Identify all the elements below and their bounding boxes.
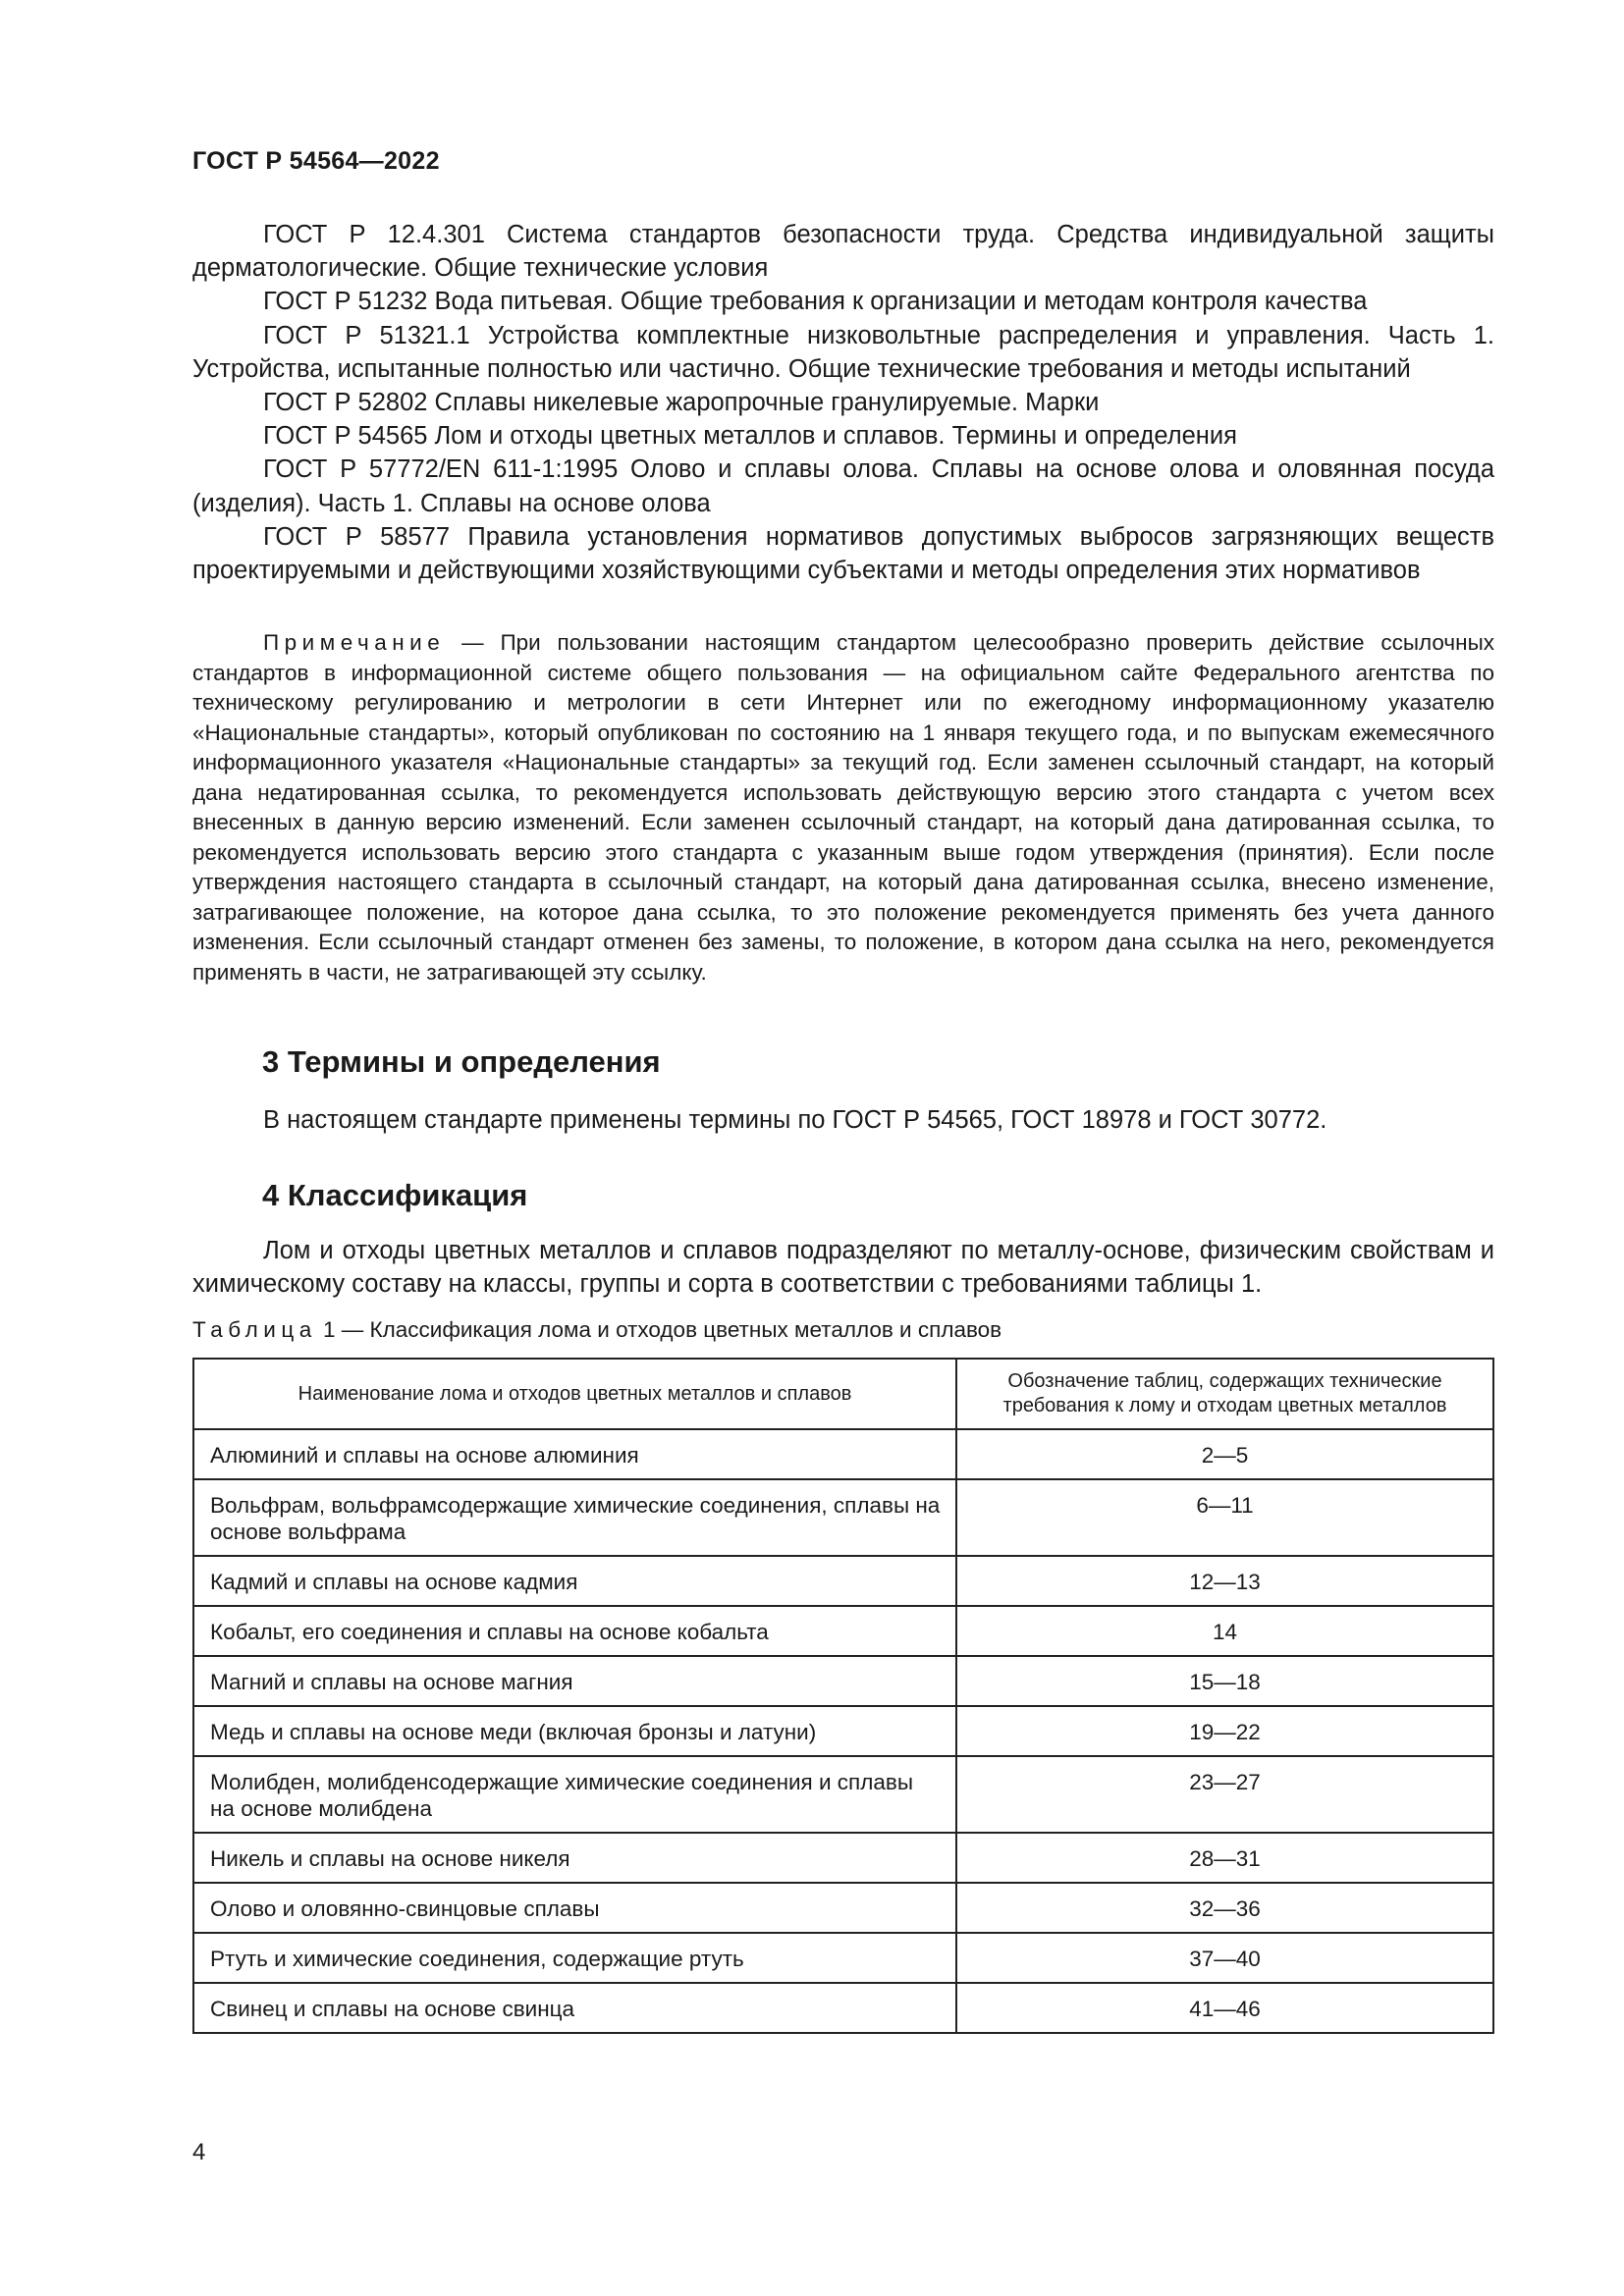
section-3-text: В настоящем стандарте применены термины по ГОСТ Р 54565, ГОСТ 18978 и ГОСТ 30772. bbox=[263, 1106, 1327, 1134]
reference-item: ГОСТ Р 54565 Лом и отходы цветных металлов и сплавов. Термины и определения bbox=[263, 422, 1237, 451]
reference-item: ГОСТ Р 51232 Вода питьевая. Общие требования к организации и методам контроля качества bbox=[263, 288, 1368, 316]
table-row bbox=[193, 1706, 1493, 1756]
table-cell-name: Вольфрам, вольфрамсодержащие химические соединения, сплавы на основе вольфрама bbox=[193, 1479, 956, 1556]
reference-item: ГОСТ Р 51321.1 Устройства комплектные низковольтные распределения и управления. Часть 1. Устройства, испытанные полностью или частично. Общие технические требования и методы испытаний bbox=[192, 321, 1494, 383]
normative-references bbox=[192, 218, 1494, 587]
table-row bbox=[193, 1656, 1493, 1706]
table-cell-ref: 28—31 bbox=[956, 1833, 1493, 1883]
table-cell-name: Кобальт, его соединения и сплавы на основе кобальта bbox=[193, 1606, 956, 1656]
table-caption bbox=[192, 1317, 1001, 1343]
table-cell-ref: 15—18 bbox=[956, 1656, 1493, 1706]
table-cell-name: Алюминий и сплавы на основе алюминия bbox=[193, 1429, 956, 1479]
table-caption-label: Таблица bbox=[192, 1317, 317, 1342]
table-caption-text: 1 — Классификация лома и отходов цветных металлов и сплавов bbox=[316, 1317, 1002, 1342]
table-row bbox=[193, 1983, 1493, 2033]
section-3-heading: 3 Термины и определения bbox=[262, 1044, 661, 1079]
table-cell-ref: 12—13 bbox=[956, 1556, 1493, 1606]
note-text: — При пользовании настоящим стандартом целесообразно проверить действие ссылочных стандартов в информационной системе общего пользования — на официальном сайте Федерального агентства по техническому регулированию и метрологии в сети Интернет или по ежегодному информационному указателю «Национальные стандарты», который опубликован по состоянию на 1 января текущего года, и по выпускам ежемесячного информационного указателя «Национальные стандарты» за текущий год. Если заменен ссылочный стандарт, на который дана недатированная ссылка, то рекомендуется использовать действующую версию этого стандарта с учетом всех внесенных в данную версию изменений. Если заменен ссылочный стандарт, на который дана датированная ссылка, то рекомендуется использовать версию этого стандарта с указанным выше годом утверждения (принятия). Если после утверждения настоящего стандарта в ссылочный стандарт, на который дана датированная ссылка, внесено изменение, затрагивающее положение, на которое дана ссылка, то это положение рекомендуется применять без учета данного изменения. Если ссылочный стандарт отменен без замены, то положение, в котором дана ссылка на него, рекомендуется применять в части, не затрагивающей эту ссылку. bbox=[192, 630, 1494, 985]
table-cell-ref: 19—22 bbox=[956, 1706, 1493, 1756]
table-cell-name: Кадмий и сплавы на основе кадмия bbox=[193, 1556, 956, 1606]
table-cell-name: Никель и сплавы на основе никеля bbox=[193, 1833, 956, 1883]
table-cell-name: Ртуть и химические соединения, содержащие ртуть bbox=[193, 1933, 956, 1983]
note-paragraph bbox=[192, 628, 1494, 988]
table-cell-ref: 41—46 bbox=[956, 1983, 1493, 2033]
table-row bbox=[193, 1883, 1493, 1933]
table-cell-name: Свинец и сплавы на основе свинца bbox=[193, 1983, 956, 2033]
page-header-doc-id: ГОСТ Р 54564—2022 bbox=[192, 147, 440, 175]
table-cell-ref: 14 bbox=[956, 1606, 1493, 1656]
table-row bbox=[193, 1556, 1493, 1606]
table-cell-ref: 32—36 bbox=[956, 1883, 1493, 1933]
table-row bbox=[193, 1606, 1493, 1656]
table-cell-name: Олово и оловянно-свинцовые сплавы bbox=[193, 1883, 956, 1933]
table-cell-name: Молибден, молибденсодержащие химические соединения и сплавы на основе молибдена bbox=[193, 1756, 956, 1833]
note-label: Примечание bbox=[263, 630, 446, 655]
table-cell-ref: 2—5 bbox=[956, 1429, 1493, 1479]
table-cell-name: Магний и сплавы на основе магния bbox=[193, 1656, 956, 1706]
section-4-heading: 4 Классификация bbox=[262, 1178, 528, 1212]
table-header-ref: Обозначение таблиц, содержащих технические требования к лому и отходам цветных металлов bbox=[956, 1359, 1493, 1429]
reference-item: ГОСТ Р 52802 Сплавы никелевые жаропрочные гранулируемые. Марки bbox=[263, 389, 1100, 417]
table-cell-name: Медь и сплавы на основе меди (включая бронзы и латуни) bbox=[193, 1706, 956, 1756]
table-header-row bbox=[193, 1359, 1493, 1429]
reference-item: ГОСТ Р 12.4.301 Система стандартов безопасности труда. Средства индивидуальной защиты дерматологические. Общие технические условия bbox=[192, 221, 1494, 283]
section-4-text: Лом и отходы цветных металлов и сплавов подразделяют по металлу-основе, физическим свойствам и химическому составу на классы, группы и сорта в соответствии с требованиями таблицы 1. bbox=[192, 1237, 1494, 1299]
classification-table bbox=[192, 1358, 1494, 2034]
table-cell-ref: 37—40 bbox=[956, 1933, 1493, 1983]
reference-item: ГОСТ Р 58577 Правила установления нормативов допустимых выбросов загрязняющих веществ проектируемыми и действующими хозяйствующими субъектами и методы определения этих нормативов bbox=[192, 522, 1494, 585]
table-row bbox=[193, 1429, 1493, 1479]
table-cell-ref: 23—27 bbox=[956, 1756, 1493, 1833]
table-row bbox=[193, 1933, 1493, 1983]
table-cell-ref: 6—11 bbox=[956, 1479, 1493, 1556]
table-row bbox=[193, 1833, 1493, 1883]
table-header-name: Наименование лома и отходов цветных металлов и сплавов bbox=[193, 1359, 956, 1429]
table-row bbox=[193, 1756, 1493, 1833]
table-row bbox=[193, 1479, 1493, 1556]
reference-item: ГОСТ Р 57772/EN 611-1:1995 Олово и сплавы олова. Сплавы на основе олова и оловянная посуда (изделия). Часть 1. Сплавы на основе олова bbox=[192, 455, 1494, 517]
page-number: 4 bbox=[192, 2139, 206, 2165]
